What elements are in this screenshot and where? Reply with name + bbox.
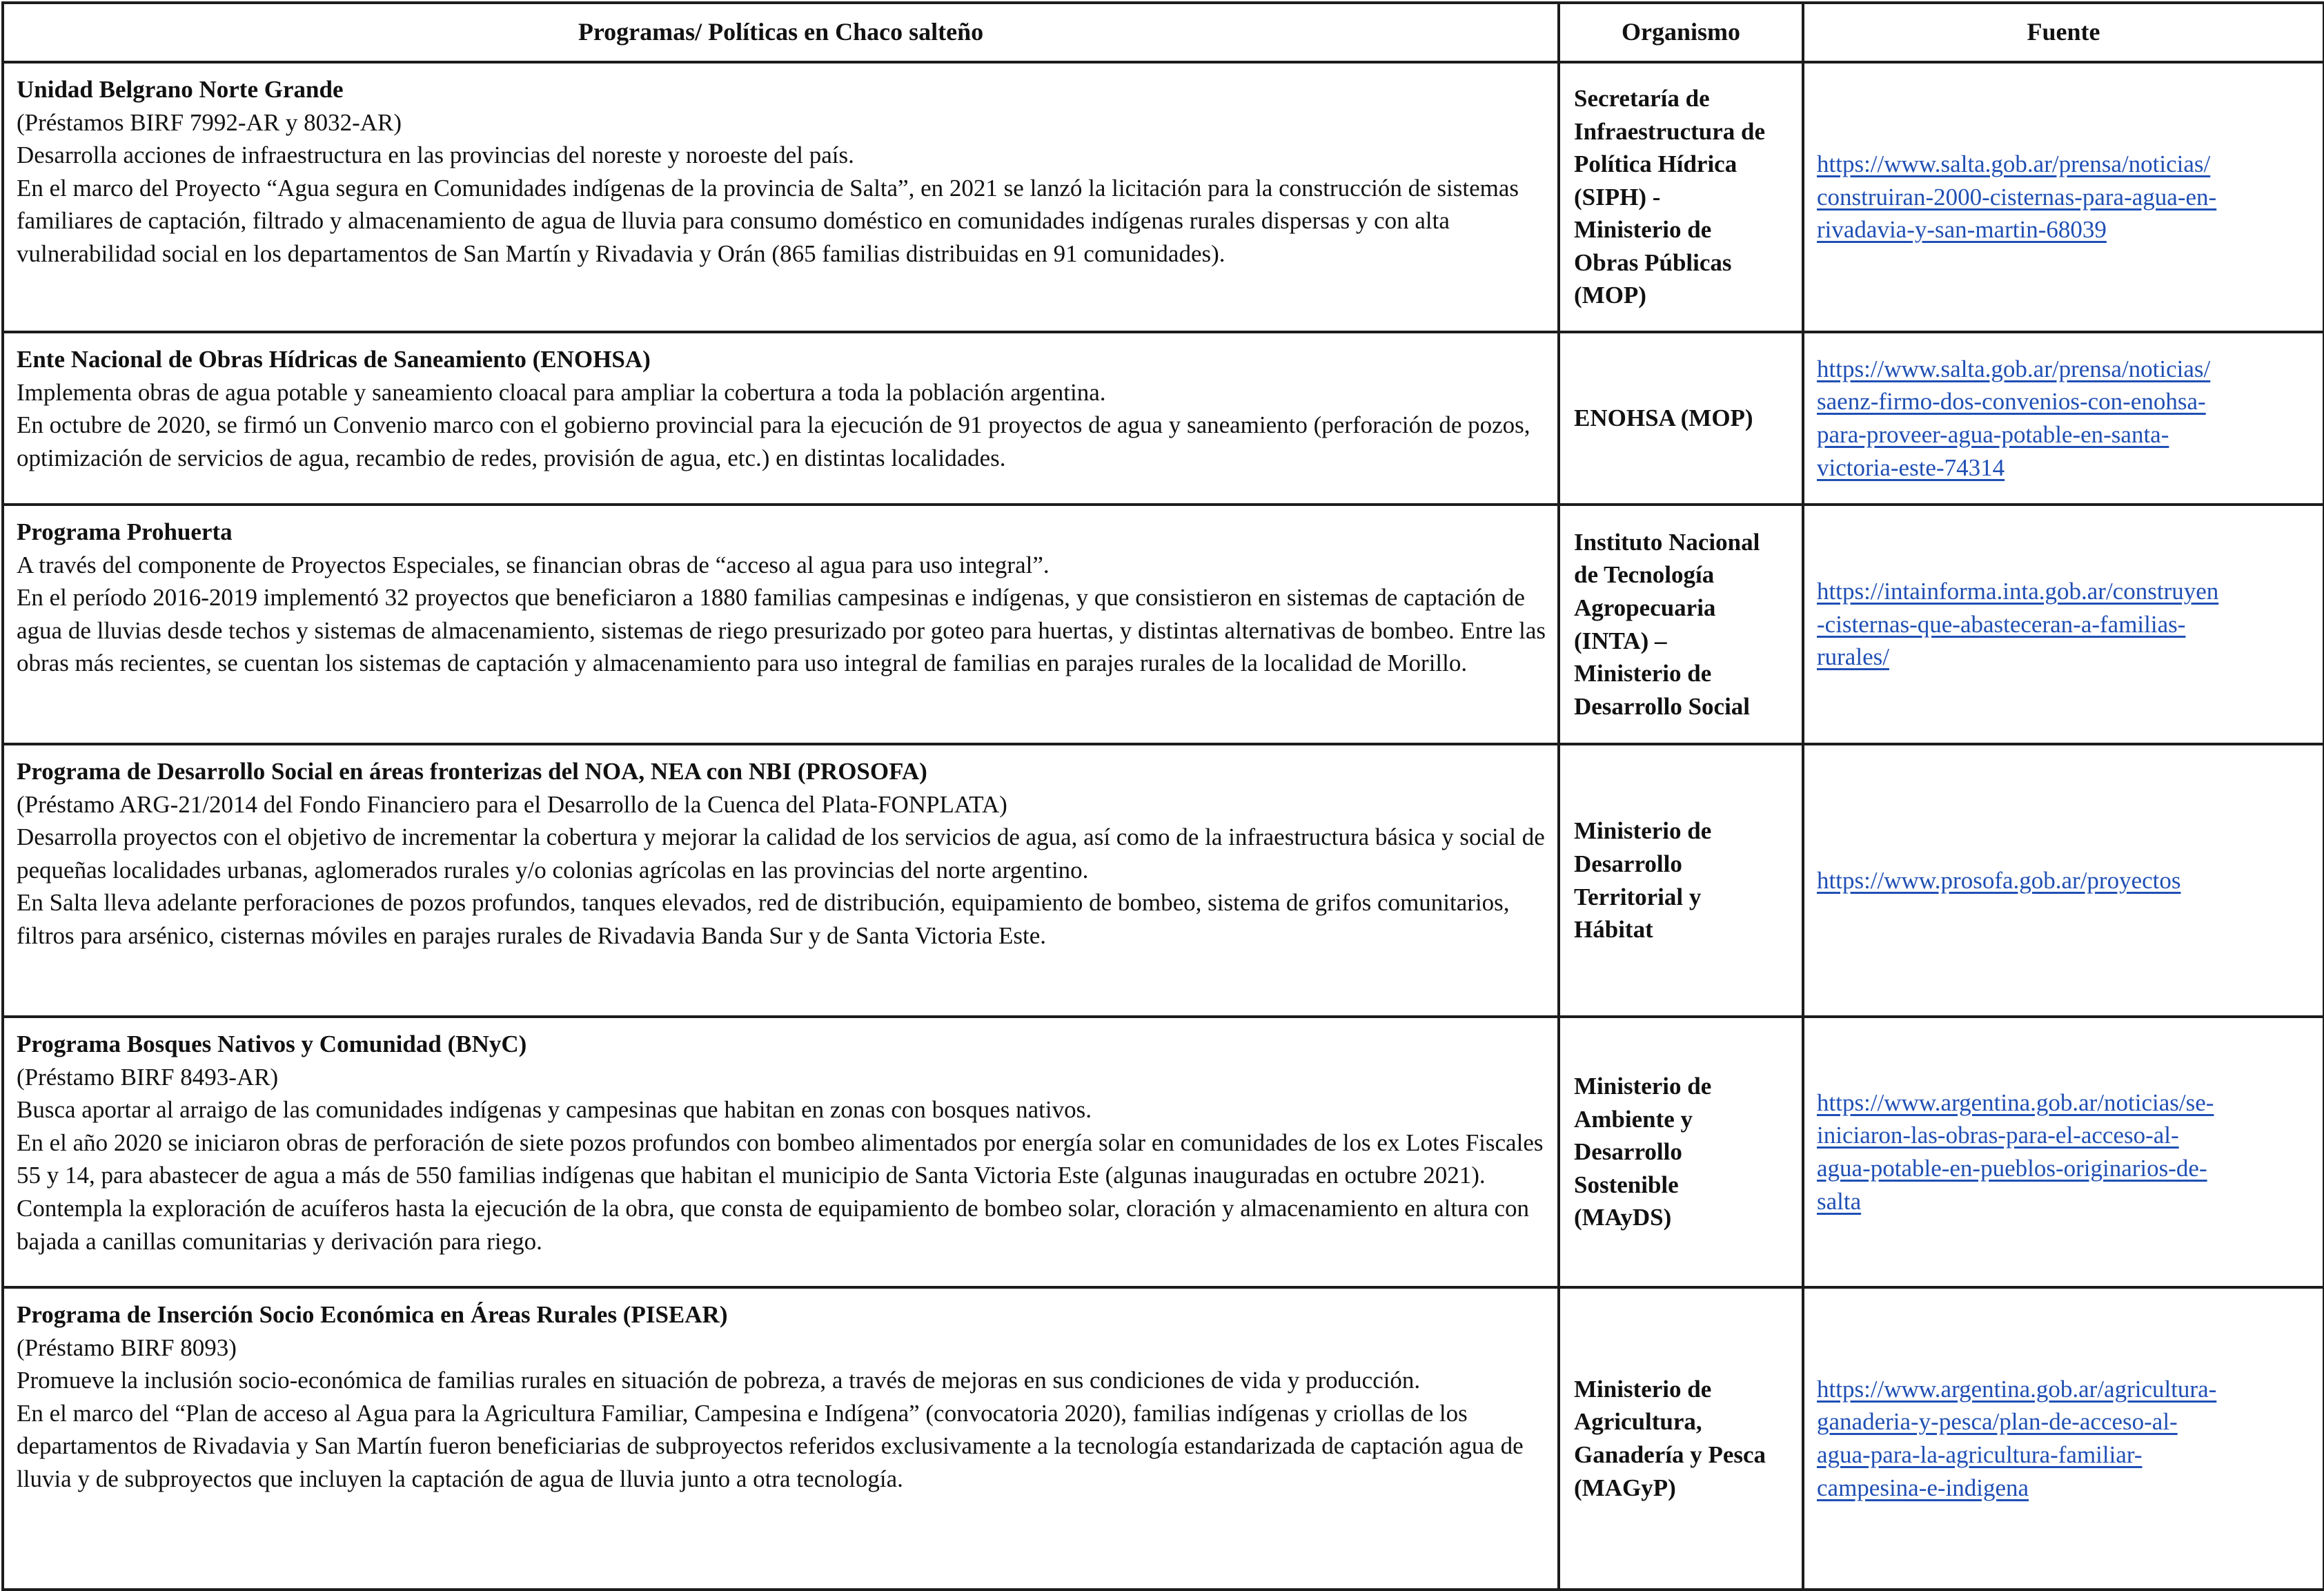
- table-header-row: [3, 3, 2324, 62]
- organism-line: Sostenible: [1574, 1171, 1679, 1198]
- programs-table: [1, 1, 2324, 1591]
- table-row: [3, 1017, 2324, 1287]
- organism-line: Desarrollo: [1574, 1138, 1682, 1166]
- program-cell: [3, 332, 1559, 505]
- organism-line: Ministerio de: [1574, 216, 1712, 244]
- organism-cell: [1559, 1017, 1803, 1287]
- table-body: [3, 62, 2324, 1590]
- program-name: Programa de Inserción Socio Económica en Áreas Rurales (PISEAR): [17, 1301, 728, 1328]
- program-description-line: En Salta lleva adelante perforaciones de pozos profundos, tanques elevados, red de distribución, equipamiento de bombeo, sistema de grifos comunitarios, filtros para arsénico, cisternas móviles en parajes rurales de Rivadavia Banda Sur y de Santa Victoria Este.: [17, 889, 1510, 949]
- document-page: [0, 1, 2324, 1528]
- program-cell: [3, 744, 1559, 1017]
- organism-line: Ganadería y Pesca: [1574, 1441, 1766, 1468]
- organism-line: Hábitat: [1574, 916, 1653, 944]
- program-description-line: Busca aportar al arraigo de las comunidades indígenas y campesinas que habitan en zonas con bosques nativos.: [17, 1096, 1092, 1124]
- source-link[interactable]: ganaderia-y-pesca/plan-de-acceso-al-: [1817, 1408, 2178, 1436]
- program-description-line: En octubre de 2020, se firmó un Convenio marco con el gobierno provincial para la ejecución de 91 proyectos de agua y saneamiento (perforación de pozos, optimización de servicios de agua, recambio de redes, provisión de agua, etc.) en distintas localidades.: [17, 411, 1530, 471]
- program-description-line: (Préstamo BIRF 8493-AR): [17, 1063, 279, 1091]
- organism-line: Ministerio de: [1574, 1073, 1712, 1100]
- source-link[interactable]: rurales/: [1817, 643, 1889, 671]
- program-cell: [3, 505, 1559, 744]
- program-cell: [3, 62, 1559, 332]
- source-link[interactable]: https://www.salta.gob.ar/prensa/noticias/: [1817, 150, 2211, 178]
- organism-line: de Tecnología: [1574, 561, 1715, 589]
- organism-line: (MAyDS): [1574, 1204, 1672, 1231]
- program-name: Ente Nacional de Obras Hídricas de Saneamiento (ENOHSA): [17, 346, 651, 373]
- organism-line: Obras Públicas: [1574, 248, 1732, 276]
- table-row: [3, 62, 2324, 332]
- program-description-line: A través del componente de Proyectos Especiales, se financian obras de “acceso al agua para uso integral”.: [17, 551, 1050, 578]
- organism-line: Agropecuaria: [1574, 594, 1716, 621]
- source-link[interactable]: https://www.argentina.gob.ar/agricultura-: [1817, 1375, 2217, 1403]
- header-source: Fuente: [1803, 3, 2324, 62]
- organism-line: (MOP): [1574, 282, 1646, 309]
- organism-line: Ministerio de: [1574, 817, 1712, 845]
- source-link[interactable]: https://www.argentina.gob.ar/noticias/se-: [1817, 1089, 2214, 1116]
- program-description-line: Implementa obras de agua potable y saneamiento cloacal para ampliar la cobertura a toda la población argentina.: [17, 378, 1106, 406]
- program-description-line: En el período 2016-2019 implementó 32 proyectos que beneficiaron a 1880 familias campesinas e indígenas, y que consistieron en sistemas de captación de agua de lluvias desde techos y sistemas de almacenamiento, sistemas de riego presurizado por goteo para huertas, y distintas alternativas de bombeo. Entre las obras más recientes, se cuentan los sistemas de captación y almacenamiento para uso integral de familias en parajes rurales de la localidad de Morillo.: [17, 584, 1546, 677]
- header-programs: Programas/ Políticas en Chaco salteño: [3, 3, 1559, 62]
- organism-line: Política Hídrica: [1574, 150, 1737, 178]
- organism-line: Ministerio de: [1574, 660, 1712, 687]
- source-link[interactable]: agua-para-la-agricultura-familiar-: [1817, 1441, 2143, 1468]
- source-link[interactable]: para-proveer-agua-potable-en-santa-: [1817, 421, 2169, 448]
- program-cell: [3, 1017, 1559, 1287]
- source-cell: [1803, 505, 2324, 744]
- program-name: Unidad Belgrano Norte Grande: [17, 76, 344, 103]
- program-name: Programa Bosques Nativos y Comunidad (BNyC): [17, 1031, 527, 1057]
- table-row: [3, 1287, 2324, 1590]
- organism-cell: [1559, 1287, 1803, 1590]
- organism-line: ENOHSA (MOP): [1574, 404, 1753, 432]
- program-description-line: En el marco del Proyecto “Agua segura en Comunidades indígenas de la provincia de Salta”, en 2021 se lanzó la licitación para la construcción de sistemas familiares de captación, filtrado y almacenamiento de agua de lluvia para consumo doméstico en comunidades indígenas rurales dispersas y con alta vulnerabilidad social en los departamentos de San Martín y Rivadavia y Orán (865 familias distribuidas en 91 comunidades).: [17, 174, 1519, 267]
- organism-line: Ministerio de: [1574, 1375, 1712, 1403]
- source-link[interactable]: agua-potable-en-pueblos-originarios-de-: [1817, 1155, 2207, 1182]
- program-description-line: (Préstamo ARG-21/2014 del Fondo Financiero para el Desarrollo de la Cuenca del Plata-FONPLATA): [17, 790, 1007, 818]
- organism-line: Desarrollo Social: [1574, 692, 1751, 720]
- source-cell: [1803, 1287, 2324, 1590]
- program-name: Programa Prohuerta: [17, 518, 233, 545]
- source-link[interactable]: construiran-2000-cisternas-para-agua-en-: [1817, 183, 2217, 211]
- program-description-line: Desarrolla proyectos con el objetivo de incrementar la cobertura y mejorar la calidad de los servicios de agua, así como de la infraestructura básica y social de pequeñas localidades urbanas, aglomerados rurales y/o colonias agrícolas en las provincias del norte argentino.: [17, 823, 1545, 884]
- organism-line: Ambiente y: [1574, 1105, 1693, 1133]
- organism-cell: [1559, 62, 1803, 332]
- table-row: [3, 332, 2324, 505]
- source-cell: [1803, 744, 2324, 1017]
- table-row: [3, 744, 2324, 1017]
- program-cell: [3, 1287, 1559, 1590]
- source-link[interactable]: rivadavia-y-san-martin-68039: [1817, 216, 2107, 244]
- source-link[interactable]: saenz-firmo-dos-convenios-con-enohsa-: [1817, 388, 2206, 416]
- source-link[interactable]: https://www.prosofa.gob.ar/proyectos: [1817, 866, 2181, 894]
- organism-line: (SIPH) -: [1574, 183, 1661, 211]
- source-link[interactable]: salta: [1817, 1187, 1862, 1215]
- program-description-line: En el año 2020 se iniciaron obras de perforación de siete pozos profundos con bombeo alimentados por energía solar en comunidades de los ex Lotes Fiscales 55 y 14, para abastecer de agua a más de 550 familias indígenas que habitan el municipio de Santa Victoria Este (algunas inauguradas en octubre 2021). Contempla la exploración de acuíferos hasta la ejecución de la obra, que consta de equipamiento de bombeo solar, cloración y almacenamiento en altura con bajada a canillas comunitarias y derivación para riego.: [17, 1129, 1544, 1255]
- program-description-line: Promueve la inclusión socio-económica de familias rurales en situación de pobreza, a través de mejoras en sus condiciones de vida y producción.: [17, 1367, 1421, 1394]
- source-cell: [1803, 332, 2324, 505]
- program-description-line: En el marco del “Plan de acceso al Agua para la Agricultura Familiar, Campesina e Indígena” (convocatoria 2020), familias indígenas y criollas de los departamentos de Rivadavia y San Martín fueron beneficiarias de subproyectos referidos exclusivamente a la tecnología estandarizada de captación agua de lluvia y de subproyectos que incluyen la captación de agua de lluvia junto a otra tecnología.: [17, 1399, 1524, 1492]
- source-cell: [1803, 1017, 2324, 1287]
- source-link[interactable]: https://intainforma.inta.gob.ar/construyen: [1817, 578, 2219, 605]
- organism-line: Instituto Nacional: [1574, 528, 1760, 556]
- table-row: [3, 505, 2324, 744]
- source-link[interactable]: https://www.salta.gob.ar/prensa/noticias/: [1817, 355, 2211, 382]
- source-link[interactable]: victoria-este-74314: [1817, 453, 2005, 481]
- organism-line: Agricultura,: [1574, 1408, 1702, 1436]
- organism-line: Territorial y: [1574, 883, 1702, 910]
- organism-line: Infraestructura de: [1574, 117, 1766, 145]
- organism-cell: [1559, 505, 1803, 744]
- header-organism: Organismo: [1559, 3, 1803, 62]
- program-description-line: (Préstamo BIRF 8093): [17, 1334, 237, 1361]
- program-name: Programa de Desarrollo Social en áreas fronterizas del NOA, NEA con NBI (PROSOFA): [17, 758, 927, 785]
- organism-line: (INTA) –: [1574, 627, 1667, 654]
- organism-line: Secretaría de: [1574, 84, 1710, 112]
- source-link[interactable]: iniciaron-las-obras-para-el-acceso-al-: [1817, 1122, 2179, 1149]
- organism-cell: [1559, 744, 1803, 1017]
- program-description-line: (Préstamos BIRF 7992-AR y 8032-AR): [17, 108, 402, 136]
- source-link[interactable]: campesina-e-indigena: [1817, 1474, 2029, 1501]
- organism-line: (MAGyP): [1574, 1474, 1676, 1501]
- organism-line: Desarrollo: [1574, 850, 1682, 877]
- source-cell: [1803, 62, 2324, 332]
- organism-cell: [1559, 332, 1803, 505]
- source-link[interactable]: -cisternas-que-abasteceran-a-familias-: [1817, 610, 2186, 638]
- program-description-line: Desarrolla acciones de infraestructura en las provincias del noreste y noroeste del país.: [17, 141, 854, 169]
